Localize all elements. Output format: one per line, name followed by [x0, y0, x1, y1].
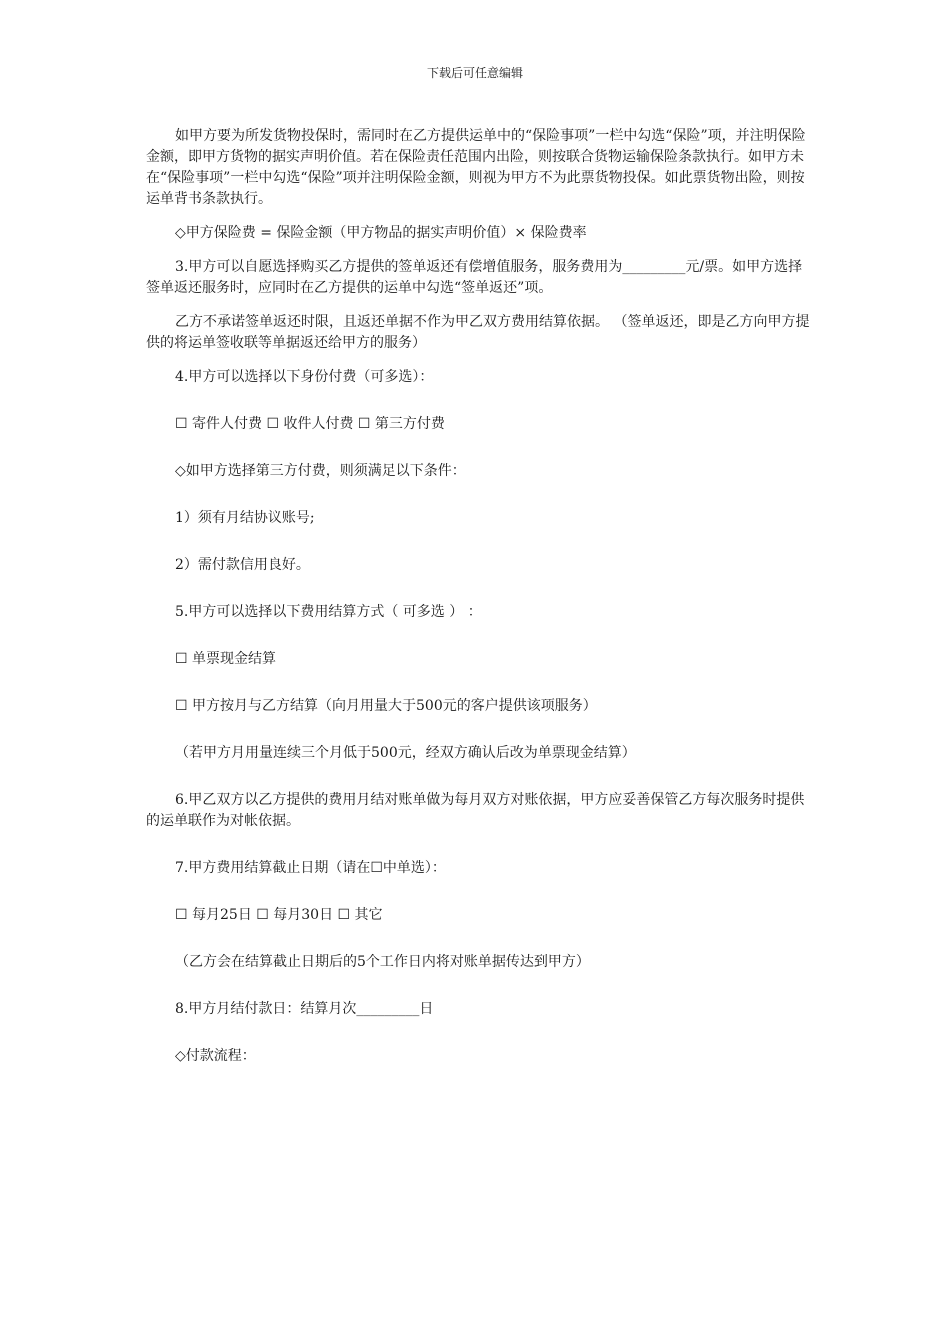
item-7-heading: 7.甲方费用结算截止日期（请在☐中单选）：: [175, 860, 446, 876]
monthly-note: （若甲方月用量连续三个月低于500元，经双方确认后改为单票现金结算）: [175, 745, 636, 761]
item-3-paragraph: 3.甲方可以自愿选择购买乙方提供的签单返还有偿增值服务，服务费用为_________元/票。如甲方选择签单返还服务时，应同时在乙方提供的运单中勾选“签单返还”项。: [146, 259, 803, 296]
cutoff-options: ☐ 每月25日 ☐ 每月30日 ☐ 其它: [175, 907, 383, 923]
payment-flow-heading: ◇付款流程：: [175, 1048, 256, 1064]
option-monthly: ☐ 甲方按月与乙方结算（向月用量大于500元的客户提供该项服务）: [175, 698, 597, 714]
option-single-cash: ☐ 单票现金结算: [175, 651, 277, 667]
condition-1: 1）须有月结协议账号;: [175, 510, 315, 526]
document-body: [146, 126, 810, 1067]
item-6-paragraph: 6.甲乙双方以乙方提供的费用月结对账单做为每月双方对账依据，甲方应妥善保管乙方每次服务时提供的运单联作为对帐依据。: [146, 792, 805, 829]
item-4-heading: 4.甲方可以选择以下身份付费（可多选）：: [175, 369, 434, 385]
premium-formula: ◇甲方保险费 = 保险金额（甲方物品的据实声明价值）× 保险费率: [175, 225, 587, 241]
cutoff-note: （乙方会在结算截止日期后的5个工作日内将对账单据传达到甲方）: [175, 954, 590, 970]
third-party-conditions: ◇如甲方选择第三方付费，则须满足以下条件：: [175, 463, 466, 479]
page-header: 下载后可任意编辑: [426, 66, 523, 80]
item-5-heading: 5.甲方可以选择以下费用结算方式（ 可多选 ） ：: [175, 604, 482, 620]
no-promise-paragraph: 乙方不承诺签单返还时限，且返还单据不作为甲乙双方费用结算依据。 （签单返还，即是乙方向甲方提供的将运单签收联等单据返还给甲方的服务）: [146, 314, 810, 351]
item-8-paragraph: 8.甲方月结付款日：结算月次_________日: [175, 1001, 434, 1017]
condition-2: 2）需付款信用良好。: [175, 557, 310, 573]
payer-options: ☐ 寄件人付费 ☐ 收件人付费 ☐ 第三方付费: [175, 416, 445, 432]
insurance-paragraph: 如甲方要为所发货物投保时，需同时在乙方提供运单中的“保险事项”一栏中勾选“保险”项，并注明保险金额，即甲方货物的据实声明价值。若在保险责任范围内出险，则按联合货物运输保险条款执行。如甲方未在“保险事项”一栏中勾选“保险”项并注明保险金额，则视为甲方不为此票货物投保。如此票货物出险，则按运单背书条款执行。: [146, 128, 806, 207]
